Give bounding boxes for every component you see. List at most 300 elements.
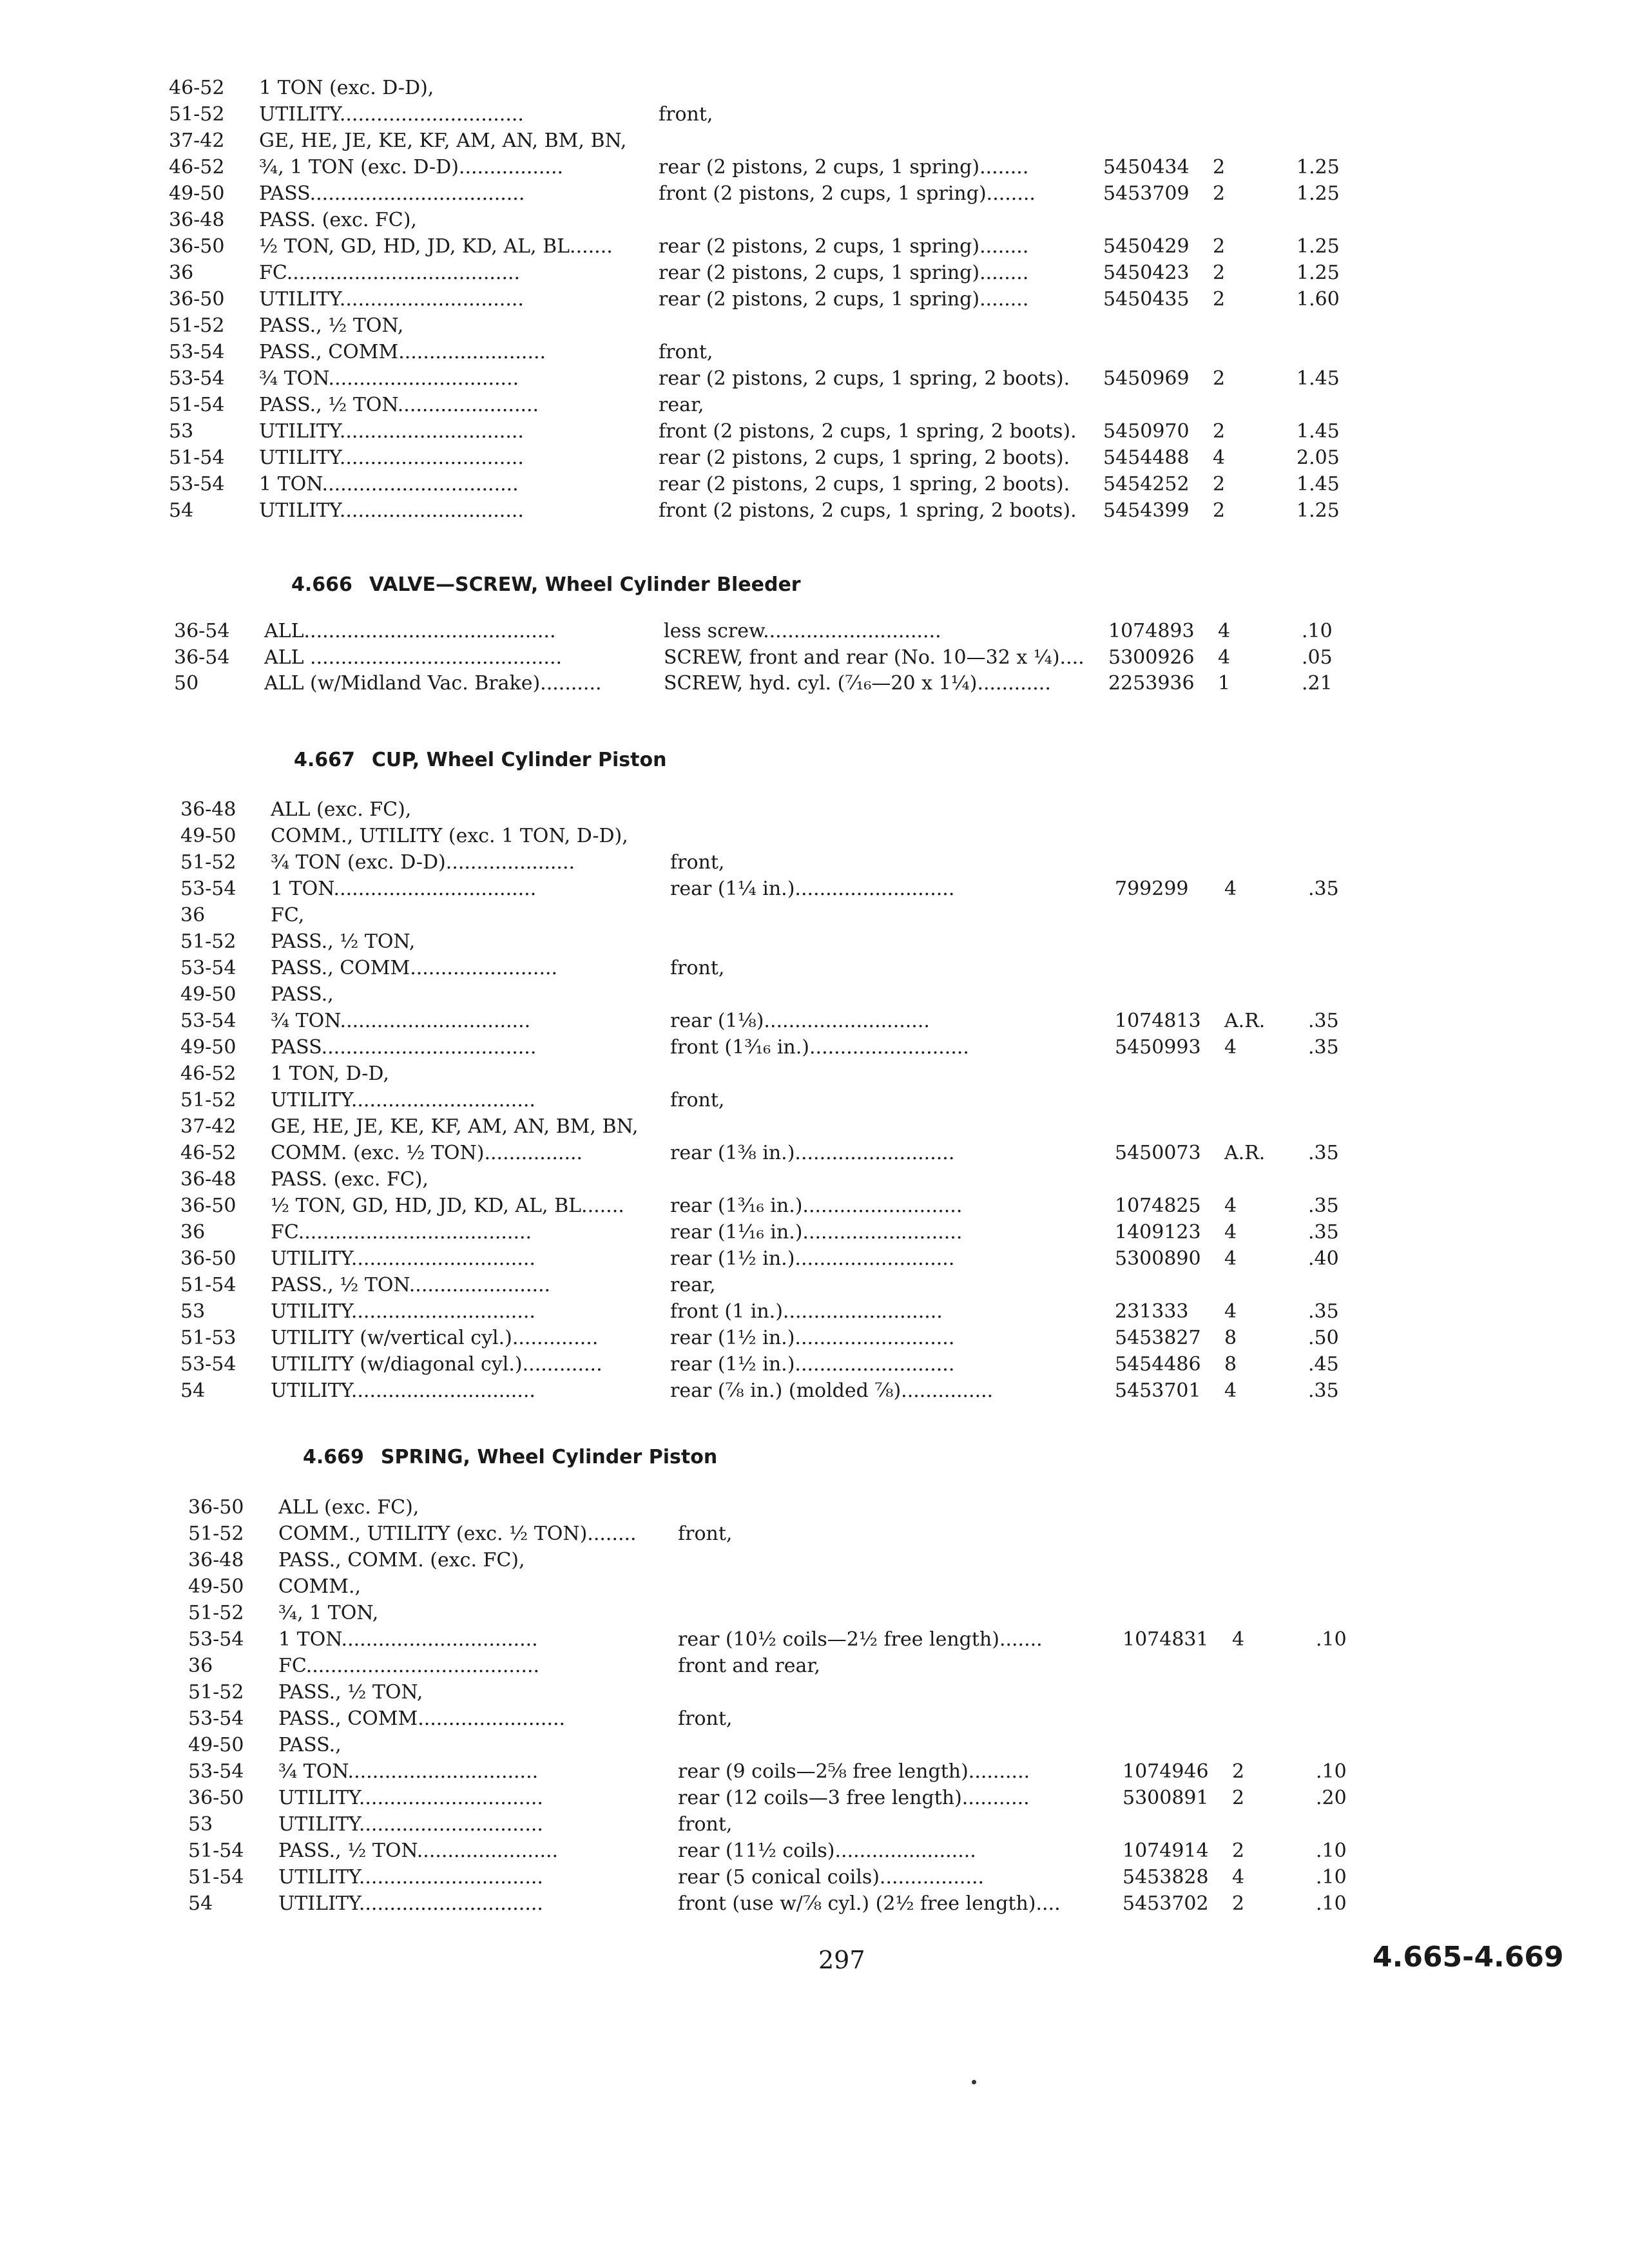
price-cell: .35 (1308, 1036, 1339, 1059)
price-cell: 1.45 (1296, 367, 1340, 390)
table-row (188, 1865, 1477, 1890)
part-number-cell: 5450434 (1103, 156, 1190, 178)
description-cell: front, (678, 1813, 733, 1836)
section-heading (294, 749, 666, 771)
year-cell: 46-52 (180, 1062, 236, 1085)
table-row (188, 1733, 1477, 1758)
price-cell: .45 (1308, 1353, 1339, 1376)
section-number: 4.667 (294, 749, 355, 771)
quantity-cell: 2 (1213, 235, 1226, 258)
year-cell: 51-54 (169, 447, 225, 469)
model-cell: PASS., (278, 1734, 342, 1756)
section-number: 4.669 (303, 1446, 364, 1468)
year-cell: 49-50 (180, 983, 236, 1006)
model-cell: UTILITY.............................. (271, 1300, 535, 1323)
model-cell: PASS., (271, 983, 334, 1006)
description-cell: rear, (659, 394, 704, 416)
table-row (169, 128, 1458, 154)
description-cell: front (use w/⅞ cyl.) (2½ free length).... (678, 1892, 1061, 1915)
table-row (180, 1140, 1469, 1166)
table-row (188, 1495, 1477, 1521)
quantity-cell: A.R. (1224, 1142, 1266, 1164)
part-number-cell: 5453709 (1103, 182, 1190, 205)
model-cell: PASS., ½ TON....................... (271, 1274, 551, 1296)
year-cell: 36-48 (180, 1168, 236, 1191)
description-cell: rear (9 coils—2⅝ free length).......... (678, 1760, 1030, 1783)
table-row (174, 671, 1463, 697)
model-cell: 1 TON................................ (278, 1628, 538, 1651)
price-cell: .10 (1316, 1892, 1347, 1915)
model-cell: PASS................................... (259, 182, 525, 205)
description-cell: front, (659, 341, 713, 363)
price-cell: .10 (1316, 1628, 1347, 1651)
price-cell: .10 (1302, 620, 1333, 642)
model-cell: 1 TON................................. (271, 878, 537, 900)
description-cell: rear (2 pistons, 2 cups, 1 spring, 2 boots). (659, 473, 1070, 495)
description-cell: front (1³⁄₁₆ in.).......................... (670, 1036, 969, 1059)
description-cell: rear (1³⁄₁₆ in.).......................... (670, 1195, 963, 1217)
table-row (180, 876, 1469, 902)
description-cell: rear (5 conical coils)................. (678, 1866, 985, 1888)
description-cell: rear (2 pistons, 2 cups, 1 spring)........ (659, 156, 1029, 178)
model-cell: PASS., ½ TON, (259, 314, 404, 337)
description-cell: front (2 pistons, 2 cups, 1 spring, 2 boots). (659, 499, 1077, 522)
model-cell: FC...................................... (271, 1221, 532, 1244)
year-cell: 36-50 (188, 1496, 244, 1519)
model-cell: UTILITY.............................. (278, 1813, 543, 1836)
table-row (180, 956, 1469, 981)
year-cell: 36-48 (180, 798, 236, 821)
table-row (169, 260, 1458, 286)
year-cell: 53-54 (180, 878, 236, 900)
year-cell: 37-42 (169, 130, 225, 152)
description-cell: rear (2 pistons, 2 cups, 1 spring, 2 boots). (659, 447, 1070, 469)
part-number-cell: 5450073 (1115, 1142, 1201, 1164)
model-cell: FC...................................... (278, 1655, 540, 1677)
part-number-cell: 799299 (1115, 878, 1189, 900)
description-cell: front (1 in.).......................... (670, 1300, 943, 1323)
quantity-cell: 4 (1218, 646, 1231, 669)
price-cell: .10 (1316, 1866, 1347, 1888)
table-row (188, 1680, 1477, 1706)
part-number-cell: 5454486 (1115, 1353, 1201, 1376)
table-row (188, 1759, 1477, 1785)
table-row (169, 340, 1458, 365)
year-cell: 46-52 (180, 1142, 236, 1164)
price-cell: .35 (1308, 1195, 1339, 1217)
price-cell: .40 (1308, 1247, 1339, 1270)
quantity-cell: 4 (1224, 1379, 1237, 1402)
year-cell: 50 (174, 672, 199, 695)
quantity-cell: 2 (1213, 262, 1226, 284)
description-cell: rear (2 pistons, 2 cups, 1 spring)........ (659, 235, 1029, 258)
price-cell: .05 (1302, 646, 1333, 669)
year-cell: 36-50 (169, 288, 225, 311)
year-cell: 54 (180, 1379, 206, 1402)
price-cell: .10 (1316, 1760, 1347, 1783)
quantity-cell: 2 (1213, 182, 1226, 205)
description-cell: rear (1½ in.).......................... (670, 1247, 955, 1270)
price-cell: .50 (1308, 1327, 1339, 1349)
section-title: SPRING, Wheel Cylinder Piston (380, 1446, 718, 1468)
year-cell: 53-54 (169, 473, 225, 495)
table-row (188, 1627, 1477, 1653)
part-number-cell: 5450970 (1103, 420, 1190, 443)
description-cell: SCREW, front and rear (No. 10—32 x ¼).... (664, 646, 1084, 669)
table-row (169, 234, 1458, 260)
description-cell: rear (⅞ in.) (molded ⅞)............... (670, 1379, 994, 1402)
table-row (188, 1838, 1477, 1864)
price-cell: .35 (1308, 1300, 1339, 1323)
model-cell: ½ TON, GD, HD, JD, KD, AL, BL....... (271, 1195, 624, 1217)
year-cell: 46-52 (169, 77, 225, 99)
part-number-cell: 2253936 (1108, 672, 1195, 695)
quantity-cell: 4 (1224, 1300, 1237, 1323)
section-number: 4.666 (291, 573, 352, 596)
quantity-cell: 2 (1213, 367, 1226, 390)
part-number-cell: 5454488 (1103, 447, 1190, 469)
description-cell: rear (11½ coils)....................... (678, 1840, 976, 1862)
year-cell: 51-52 (180, 930, 236, 953)
table-row (180, 1193, 1469, 1219)
model-cell: UTILITY.............................. (271, 1247, 535, 1270)
part-number-cell: 5450423 (1103, 262, 1190, 284)
table-row (169, 366, 1458, 392)
quantity-cell: 4 (1224, 878, 1237, 900)
table-row (180, 1167, 1469, 1193)
model-cell: ALL (exc. FC), (271, 798, 412, 821)
year-cell: 36-54 (174, 646, 230, 669)
price-cell: .35 (1308, 1142, 1339, 1164)
year-cell: 53-54 (169, 341, 225, 363)
model-cell: ¾ TON............................... (271, 1010, 531, 1032)
quantity-cell: 1 (1218, 672, 1231, 695)
table-row (169, 155, 1458, 180)
table-row (188, 1574, 1477, 1600)
model-cell: UTILITY.............................. (278, 1892, 543, 1915)
year-cell: 53-54 (180, 1010, 236, 1032)
year-cell: 49-50 (180, 1036, 236, 1059)
model-cell: UTILITY.............................. (259, 103, 524, 126)
year-cell: 51-54 (169, 394, 225, 416)
price-cell: .35 (1308, 1010, 1339, 1032)
price-cell: .10 (1316, 1840, 1347, 1862)
table-row (188, 1653, 1477, 1679)
quantity-cell: 4 (1213, 447, 1226, 469)
quantity-cell: 4 (1224, 1195, 1237, 1217)
model-cell: UTILITY (w/vertical cyl.).............. (271, 1327, 599, 1349)
description-cell: rear (1¼ in.).......................... (670, 878, 955, 900)
table-row (180, 1088, 1469, 1113)
price-cell: .35 (1308, 1379, 1339, 1402)
table-row (180, 1325, 1469, 1351)
year-cell: 51-52 (188, 1602, 244, 1624)
table-row (174, 619, 1463, 644)
part-number-cell: 5453702 (1123, 1892, 1209, 1915)
model-cell: ¾ TON............................... (259, 367, 519, 390)
price-cell: .20 (1316, 1787, 1347, 1809)
model-cell: ¾, 1 TON, (278, 1602, 379, 1624)
model-cell: COMM., (278, 1575, 361, 1598)
table-row (180, 1035, 1469, 1061)
table-row (180, 1273, 1469, 1298)
year-cell: 51-52 (169, 314, 225, 337)
model-cell: ALL......................................... (264, 620, 556, 642)
year-cell: 36-50 (180, 1195, 236, 1217)
year-cell: 53-54 (169, 367, 225, 390)
table-row (188, 1521, 1477, 1547)
price-cell: 1.25 (1296, 235, 1340, 258)
quantity-cell: 2 (1232, 1787, 1245, 1809)
model-cell: PASS., ½ TON....................... (278, 1840, 559, 1862)
part-number-cell: 5454399 (1103, 499, 1190, 522)
description-cell: SCREW, hyd. cyl. (⁷⁄₁₆—20 x 1¼)............ (664, 672, 1051, 695)
description-cell: front, (670, 957, 725, 979)
part-number-cell: 1074831 (1123, 1628, 1209, 1651)
year-cell: 36-50 (169, 235, 225, 258)
year-cell: 53 (180, 1300, 206, 1323)
year-cell: 53-54 (188, 1628, 244, 1651)
part-number-cell: 231333 (1115, 1300, 1189, 1323)
quantity-cell: 2 (1213, 499, 1226, 522)
model-cell: UTILITY.............................. (271, 1379, 535, 1402)
description-cell: rear (1½ in.).......................... (670, 1327, 955, 1349)
price-cell: 1.25 (1296, 499, 1340, 522)
quantity-cell: 8 (1224, 1327, 1237, 1349)
section-title: VALVE—SCREW, Wheel Cylinder Bleeder (369, 573, 801, 596)
part-number-cell: 1074825 (1115, 1195, 1201, 1217)
table-row (180, 823, 1469, 849)
year-cell: 46-52 (169, 156, 225, 178)
model-cell: PASS., ½ TON, (271, 930, 416, 953)
quantity-cell: 2 (1213, 156, 1226, 178)
model-cell: UTILITY.............................. (278, 1787, 543, 1809)
year-cell: 51-54 (188, 1840, 244, 1862)
model-cell: UTILITY.............................. (259, 288, 524, 311)
year-cell: 37-42 (180, 1115, 236, 1138)
year-cell: 36 (180, 1221, 206, 1244)
year-cell: 53-54 (188, 1707, 244, 1730)
description-cell: rear (2 pistons, 2 cups, 1 spring)........ (659, 262, 1029, 284)
year-cell: 51-54 (180, 1274, 236, 1296)
price-cell: 1.25 (1296, 262, 1340, 284)
model-cell: COMM. (exc. ½ TON)................ (271, 1142, 583, 1164)
page-number: 297 (818, 1946, 865, 1974)
table-row (180, 1008, 1469, 1034)
year-cell: 51-52 (180, 851, 236, 874)
year-cell: 54 (188, 1892, 213, 1915)
model-cell: ALL ......................................... (264, 646, 563, 669)
model-cell: PASS., COMM. (exc. FC), (278, 1549, 525, 1571)
table-row (180, 1061, 1469, 1087)
part-number-cell: 5453827 (1115, 1327, 1201, 1349)
price-cell: .21 (1302, 672, 1333, 695)
table-row (169, 313, 1458, 339)
model-cell: PASS................................... (271, 1036, 537, 1059)
year-cell: 53 (188, 1813, 213, 1836)
description-cell: front (2 pistons, 2 cups, 1 spring)........ (659, 182, 1036, 205)
model-cell: UTILITY.............................. (278, 1866, 543, 1888)
part-number-cell: 5450435 (1103, 288, 1190, 311)
year-cell: 53-54 (188, 1760, 244, 1783)
model-cell: COMM., UTILITY (exc. ½ TON)........ (278, 1523, 637, 1545)
table-row (180, 797, 1469, 823)
table-row (180, 1114, 1469, 1140)
part-number-cell: 1409123 (1115, 1221, 1201, 1244)
year-cell: 36-54 (174, 620, 230, 642)
model-cell: ALL (exc. FC), (278, 1496, 419, 1519)
quantity-cell: 2 (1232, 1840, 1245, 1862)
part-number-cell: 5300890 (1115, 1247, 1201, 1270)
quantity-cell: 4 (1224, 1221, 1237, 1244)
table-row (169, 207, 1458, 233)
quantity-cell: 4 (1224, 1036, 1237, 1059)
table-row (180, 982, 1469, 1008)
model-cell: COMM., UTILITY (exc. 1 TON, D-D), (271, 825, 628, 847)
model-cell: UTILITY.............................. (259, 447, 524, 469)
quantity-cell: 2 (1213, 288, 1226, 311)
model-cell: PASS., COMM........................ (278, 1707, 566, 1730)
price-cell: 1.45 (1296, 473, 1340, 495)
table-row (188, 1812, 1477, 1838)
part-number-cell: 5300926 (1108, 646, 1195, 669)
year-cell: 36-50 (188, 1787, 244, 1809)
table-row (180, 903, 1469, 928)
table-row (169, 287, 1458, 312)
model-cell: PASS., COMM........................ (259, 341, 546, 363)
part-number-cell: 1074893 (1108, 620, 1195, 642)
table-row (169, 472, 1458, 497)
model-cell: 1 TON................................ (259, 473, 519, 495)
year-cell: 36-50 (180, 1247, 236, 1270)
stray-dot (972, 2080, 976, 2084)
year-cell: 51-52 (188, 1523, 244, 1545)
table-row (180, 1220, 1469, 1245)
model-cell: UTILITY.............................. (259, 420, 524, 443)
price-cell: .35 (1308, 878, 1339, 900)
part-number-cell: 5453701 (1115, 1379, 1201, 1402)
quantity-cell: 4 (1224, 1247, 1237, 1270)
model-cell: PASS. (exc. FC), (271, 1168, 429, 1191)
description-cell: rear (2 pistons, 2 cups, 1 spring)........ (659, 288, 1029, 311)
part-number-cell: 5450969 (1103, 367, 1190, 390)
year-cell: 53-54 (180, 957, 236, 979)
model-cell: PASS., ½ TON....................... (259, 394, 539, 416)
year-cell: 51-52 (188, 1681, 244, 1704)
quantity-cell: 4 (1232, 1866, 1245, 1888)
quantity-cell: 8 (1224, 1353, 1237, 1376)
page-code: 4.665-4.669 (1373, 1941, 1564, 1974)
model-cell: ALL (w/Midland Vac. Brake).......... (264, 672, 602, 695)
year-cell: 36-48 (188, 1549, 244, 1571)
model-cell: PASS. (exc. FC), (259, 209, 417, 231)
model-cell: UTILITY (w/diagonal cyl.)............. (271, 1353, 602, 1376)
quantity-cell: 2 (1232, 1760, 1245, 1783)
model-cell: UTILITY.............................. (271, 1089, 535, 1111)
part-number-cell: 1074813 (1115, 1010, 1201, 1032)
description-cell: front, (678, 1707, 733, 1730)
table-row (188, 1891, 1477, 1917)
description-cell: rear (1½ in.).......................... (670, 1353, 955, 1376)
description-cell: front, (670, 851, 725, 874)
price-cell: 1.25 (1296, 156, 1340, 178)
model-cell: UTILITY.............................. (259, 499, 524, 522)
year-cell: 51-52 (169, 103, 225, 126)
table-row (188, 1600, 1477, 1626)
quantity-cell: 2 (1213, 420, 1226, 443)
model-cell: PASS., ½ TON, (278, 1681, 423, 1704)
table-row (174, 645, 1463, 671)
table-row (180, 1246, 1469, 1272)
year-cell: 54 (169, 499, 194, 522)
description-cell: front (2 pistons, 2 cups, 1 spring, 2 boots). (659, 420, 1077, 443)
year-cell: 49-50 (180, 825, 236, 847)
model-cell: GE, HE, JE, KE, KF, AM, AN, BM, BN, (259, 130, 627, 152)
year-cell: 51-54 (188, 1866, 244, 1888)
table-row (180, 929, 1469, 955)
part-number-cell: 5450429 (1103, 235, 1190, 258)
table-row (180, 1299, 1469, 1325)
quantity-cell: 2 (1232, 1892, 1245, 1915)
model-cell: ¾, 1 TON (exc. D-D)................. (259, 156, 564, 178)
section-title: CUP, Wheel Cylinder Piston (371, 749, 667, 771)
table-row (188, 1785, 1477, 1811)
description-cell: rear (10½ coils—2½ free length)....... (678, 1628, 1043, 1651)
table-row (169, 75, 1458, 101)
description-cell: rear, (670, 1274, 716, 1296)
model-cell: FC...................................... (259, 262, 521, 284)
table-row (180, 1352, 1469, 1378)
table-row (180, 1378, 1469, 1404)
section-heading (303, 1446, 717, 1468)
year-cell: 36 (188, 1655, 213, 1677)
model-cell: 1 TON, D-D, (271, 1062, 389, 1085)
model-cell: ¾ TON............................... (278, 1760, 539, 1783)
year-cell: 36 (169, 262, 194, 284)
part-number-cell: 1074946 (1123, 1760, 1209, 1783)
table-row (169, 181, 1458, 207)
year-cell: 49-50 (188, 1575, 244, 1598)
table-row (188, 1548, 1477, 1573)
year-cell: 36 (180, 904, 206, 927)
model-cell: ¾ TON (exc. D-D)..................... (271, 851, 575, 874)
description-cell: rear (1⅜ in.).......................... (670, 1142, 955, 1164)
part-number-cell: 5454252 (1103, 473, 1190, 495)
year-cell: 51-53 (180, 1327, 236, 1349)
description-cell: less screw............................. (664, 620, 941, 642)
price-cell: .35 (1308, 1221, 1339, 1244)
price-cell: 2.05 (1296, 447, 1340, 469)
description-cell: front, (659, 103, 713, 126)
part-number-cell: 1074914 (1123, 1840, 1209, 1862)
table-row (169, 392, 1458, 418)
model-cell: 1 TON (exc. D-D), (259, 77, 434, 99)
description-cell: front and rear, (678, 1655, 820, 1677)
table-row (169, 445, 1458, 471)
table-row (180, 850, 1469, 876)
description-cell: front, (678, 1523, 733, 1545)
price-cell: 1.45 (1296, 420, 1340, 443)
description-cell: rear (1¹⁄₁₆ in.).......................... (670, 1221, 963, 1244)
model-cell: FC, (271, 904, 305, 927)
table-row (169, 102, 1458, 128)
table-row (188, 1706, 1477, 1732)
part-number-cell: 5300891 (1123, 1787, 1209, 1809)
quantity-cell: 4 (1232, 1628, 1245, 1651)
year-cell: 49-50 (169, 182, 225, 205)
year-cell: 36-48 (169, 209, 225, 231)
quantity-cell: A.R. (1224, 1010, 1266, 1032)
